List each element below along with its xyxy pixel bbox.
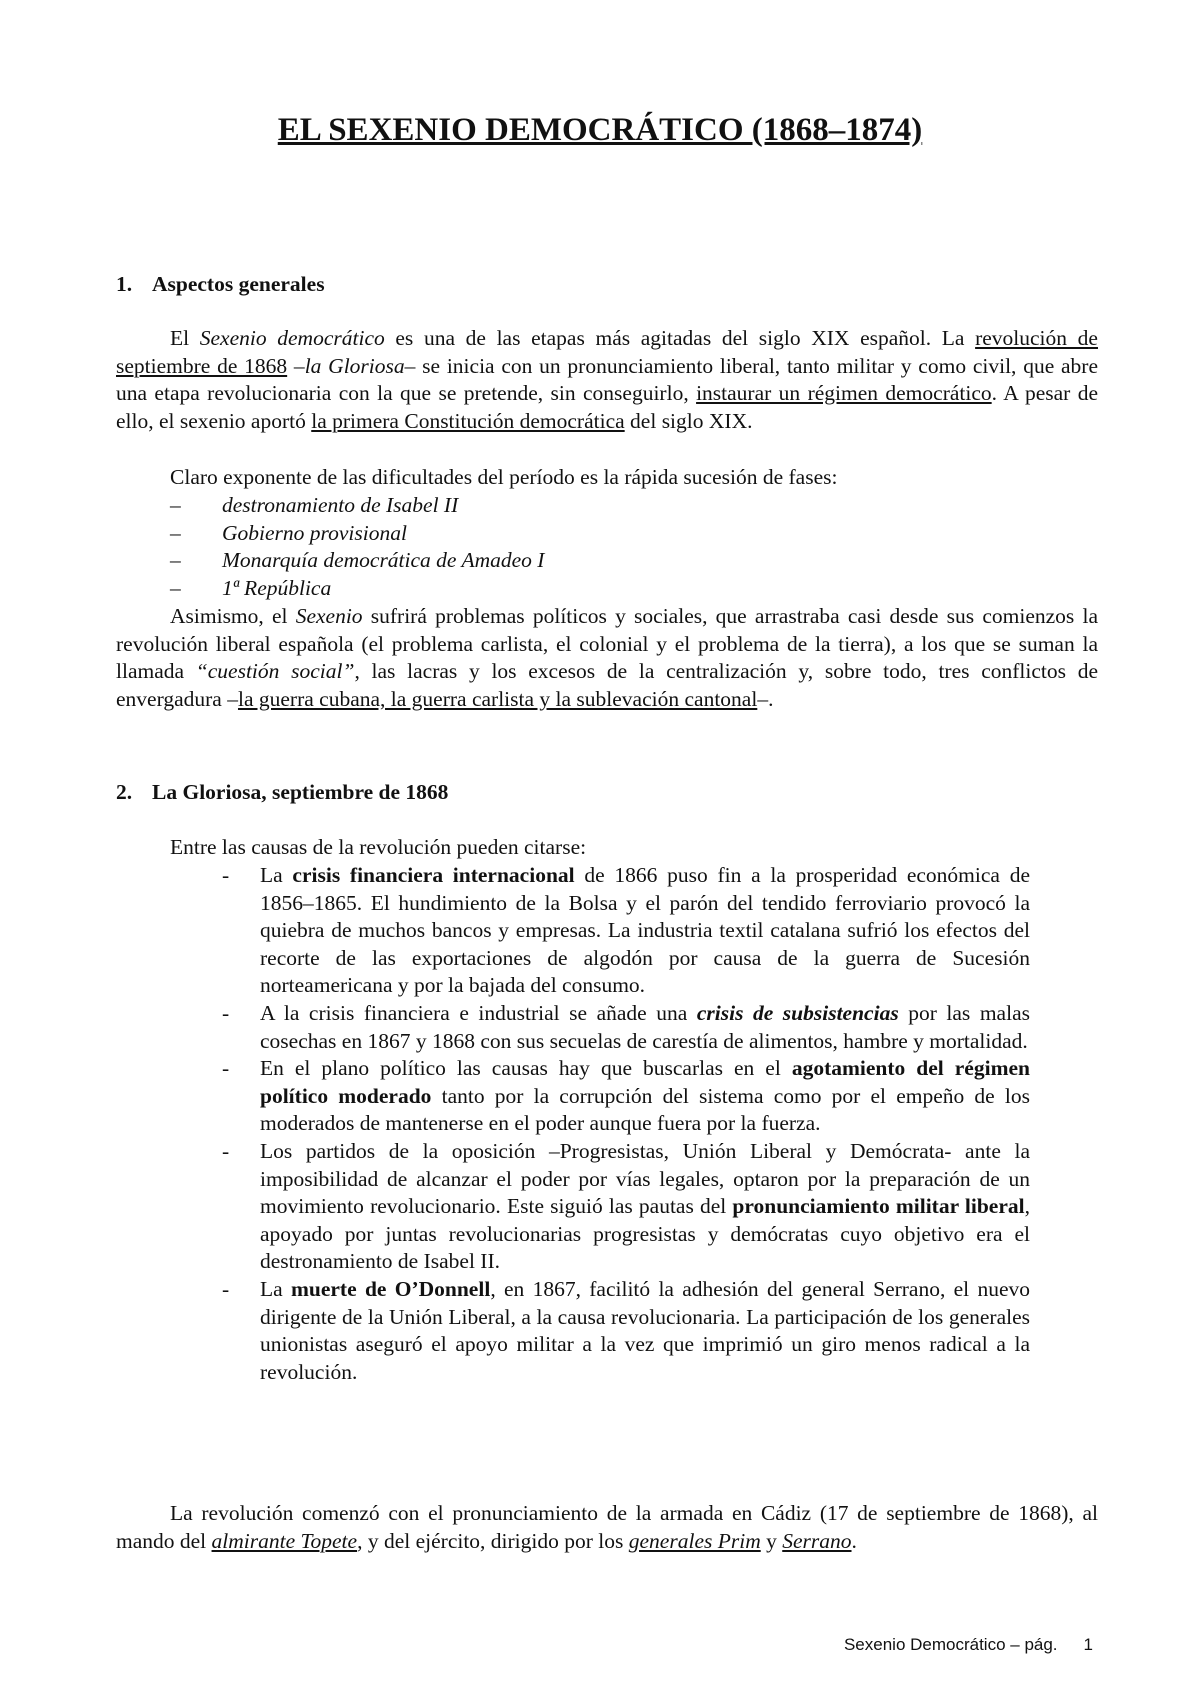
text-run: sufrirá problemas políticos y sociales, que arrastraba casi desde sus comienzos la revolución liberal española (el problema carlista, el colonial y el problema de la tierra), a los que se suman la llamada xyxy=(116,604,1098,684)
text-run: . xyxy=(851,1528,857,1553)
text-run: . A pesar de ello, el sexenio aportó xyxy=(116,381,1098,433)
section-heading-1 xyxy=(116,272,325,297)
underlined-run: instaurar un régimen democrático xyxy=(696,381,992,406)
text-run: Asimismo, el xyxy=(170,604,296,628)
list-item-text: destronamiento de Isabel II xyxy=(222,493,459,517)
list-item xyxy=(222,1055,1030,1138)
text-run: es una de las etapas más agitadas del siglo XIX español. La xyxy=(384,326,976,350)
text-run: – se inicia con un pronunciamiento liberal, tanto militar y como civil, que abre una etapa revolucionaria con la que se pretende, sin conseguirlo, xyxy=(116,353,1098,406)
bullet-mark: - xyxy=(222,1056,230,1081)
footer-label: Sexenio Democrático – pág. xyxy=(843,1635,1058,1654)
section-number: 1. xyxy=(116,272,133,296)
list-item-text: Gobierno provisional xyxy=(222,520,407,545)
bullet-mark: - xyxy=(222,1000,230,1025)
bold-run: muerte de O’Donnell xyxy=(290,1276,491,1301)
paragraph-causes-intro: Entre las causas de la revolución pueden citarse: xyxy=(170,835,587,859)
list-item xyxy=(222,1276,1030,1386)
text-run: del siglo XIX. xyxy=(624,408,753,433)
list-item xyxy=(170,492,544,520)
paragraph-revolution-start xyxy=(116,1500,1098,1555)
underlined-italic-run: Serrano xyxy=(782,1528,852,1553)
text-run: La xyxy=(260,1276,291,1301)
page-footer xyxy=(844,1635,1093,1655)
page-title: EL SEXENIO DEMOCRÁTICO (1868–1874) xyxy=(277,112,923,148)
italic-run: la Gloriosa xyxy=(304,353,405,378)
italic-run: Sexenio democrático xyxy=(199,326,385,350)
text-run: Los partidos de la oposición –Progresistas, Unión Liberal y Demócrata- ante la imposibilidad de alcanzar el poder por vías legales, optaron por la preparación de un movimiento revolucionario. Este siguió las pautas del xyxy=(260,1138,1030,1219)
phases-list xyxy=(170,492,544,602)
bullet-mark: - xyxy=(222,1276,230,1301)
list-item xyxy=(170,520,544,548)
paragraph-intro xyxy=(116,325,1098,435)
text-run: A la crisis financiera e industrial se añade una xyxy=(260,1000,697,1025)
section-title: Aspectos generales xyxy=(152,272,325,296)
underlined-italic-run: almirante Topete xyxy=(211,1528,358,1553)
list-item xyxy=(222,1138,1030,1276)
text-run: por las malas cosechas en 1867 y 1868 con sus secuelas de carestía de alimentos, hambre y mortalidad. xyxy=(260,1000,1030,1053)
italic-run: “cuestión social” xyxy=(195,659,355,684)
section-heading-2 xyxy=(116,780,448,805)
text-run: tanto por la corrupción del sistema como por el empeño de los moderados de mantenerse en el poder aunque fuera por la fuerza. xyxy=(260,1083,1030,1136)
section-number: 2. xyxy=(116,780,133,804)
text-run: , apoyado por juntas revolucionarias progresistas y demócratas cuyo objetivo era el destronamiento de Isabel II. xyxy=(260,1194,1030,1274)
paragraph-phases-intro: Claro exponente de las dificultades del período es la rápida sucesión de fases: xyxy=(170,465,838,489)
underlined-run: revolución de septiembre de 1868 xyxy=(116,326,1098,378)
paragraph-problems xyxy=(116,603,1098,713)
bold-italic-run: crisis de subsistencias xyxy=(696,1000,899,1025)
dash-mark: – xyxy=(170,520,181,545)
text-run: , en 1867, facilitó la adhesión del general Serrano, el nuevo dirigente de la Unión Liberal, a la causa revolucionaria. La participación de los generales unionistas aseguró el apoyo militar a la vez que imprimió un giro menos radical a la revolución. xyxy=(260,1276,1031,1384)
list-item xyxy=(222,862,1030,1000)
underlined-italic-run: generales Prim xyxy=(628,1528,761,1553)
page-number: 1 xyxy=(1083,1635,1093,1654)
bold-run: crisis financiera internacional xyxy=(292,863,575,887)
causes-list xyxy=(222,862,1030,1386)
underlined-run: la guerra cubana, la guerra carlista y la sublevación cantonal xyxy=(237,686,758,711)
text-run: , las lacras y los excesos de la centralización y, sobre todo, tres conflictos de envergadura – xyxy=(116,659,1098,711)
underlined-run: la primera Constitución democrática xyxy=(311,408,625,433)
dash-mark: – xyxy=(170,575,181,600)
section-title: La Gloriosa, septiembre de 1868 xyxy=(152,780,449,804)
text-run: de 1866 puso fin a la prosperidad económica de 1856–1865. El hundimiento de la Bolsa y el parón del tendido ferroviario provocó la quiebra de muchos bancos y empresas. La industria textil catalana sufrió los efectos del recorte de las exportaciones de algodón por causa de la guerra de Sucesión norteamericana y por la bajada del consumo. xyxy=(260,863,1030,998)
text-run: El xyxy=(170,326,200,350)
text-run: y xyxy=(760,1528,783,1553)
dash-mark: – xyxy=(170,548,181,573)
text-run: En el plano político las causas hay que buscarlas en el xyxy=(260,1056,792,1081)
text-run: , y del ejército, dirigido por los xyxy=(357,1528,629,1553)
text-run: La revolución comenzó con el pronunciamiento de la armada en Cádiz (17 de septiembre de 1868), al mando del xyxy=(116,1501,1098,1553)
bold-run: pronunciamiento militar liberal xyxy=(732,1194,1025,1219)
text-run: –. xyxy=(757,686,774,711)
bold-run: agotamiento del régimen político moderado xyxy=(260,1056,1030,1108)
text-run: La xyxy=(260,863,293,887)
list-item xyxy=(222,1000,1030,1055)
list-item-text: Monarquía democrática de Amadeo I xyxy=(222,548,545,573)
list-item xyxy=(170,547,544,575)
italic-run: Sexenio xyxy=(295,604,363,628)
list-item-text: 1ª República xyxy=(222,575,332,600)
bullet-mark: - xyxy=(222,1138,230,1163)
text-run: – xyxy=(287,353,305,378)
dash-mark: – xyxy=(170,493,181,517)
bullet-mark: - xyxy=(222,863,230,887)
list-item xyxy=(170,575,544,603)
